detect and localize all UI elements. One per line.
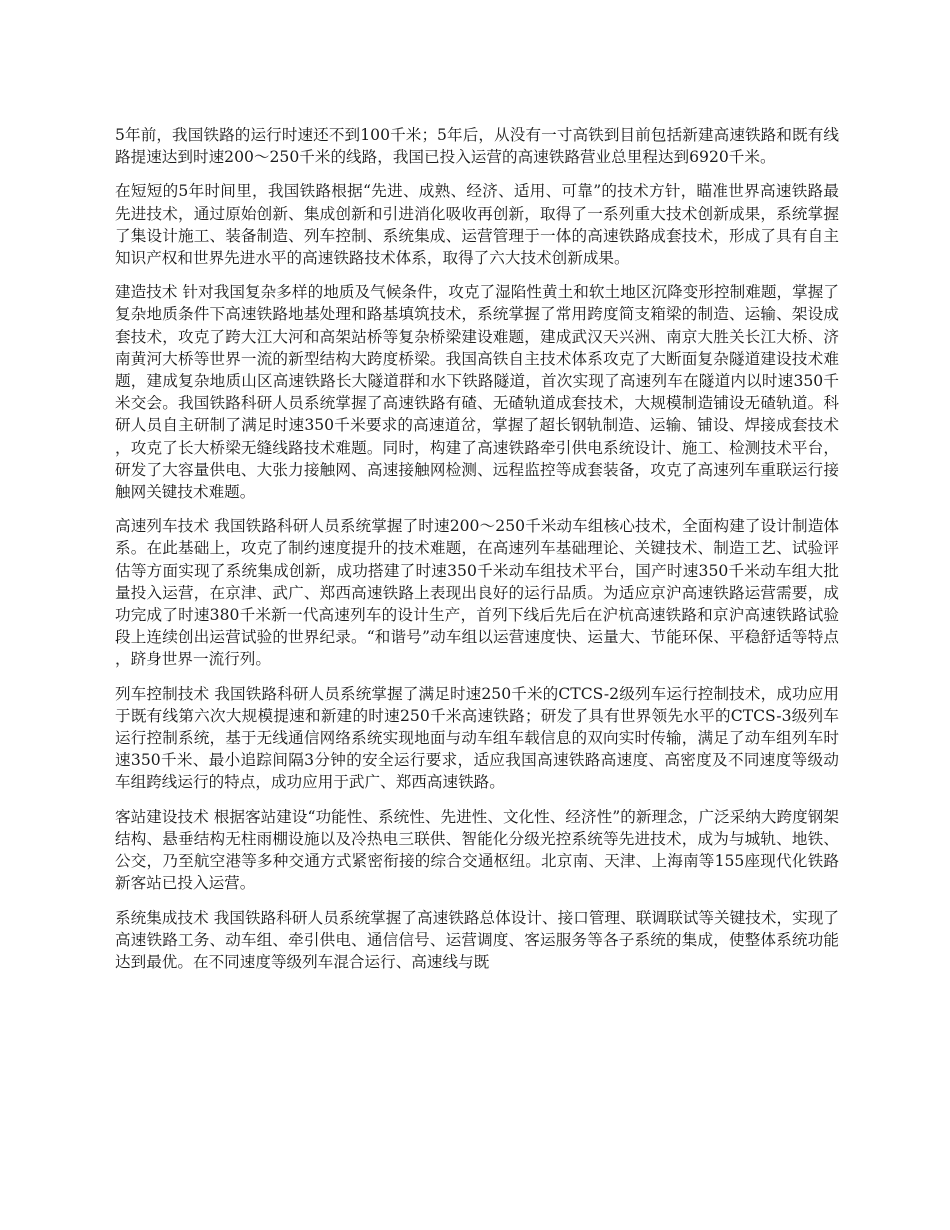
paragraph-integration: 系统集成技术 我国铁路科研人员系统掌握了高速铁路总体设计、接口管理、联调联试等关键技术，实现了高速铁路工务、动车组、牵引供电、通信信号、运营调度、客运服务等各子系统的集成，使整体系统功能达到最优。在不同速度等级列车混合运行、高速线与既 [115,908,839,971]
paragraph-control: 列车控制技术 我国铁路科研人员系统掌握了满足时速250千米的CTCS-2级列车运行控制技术，成功应用于既有线第六次大规模提速和新建的时速250千米高速铁路；研发了具有世界领先水平的CTCS-3级列车运行控制系统，基于无线通信网络系统实现地面与动车组车载信息的双向实时传输，满足了动车组列车时速350千米、最小追踪间隔3分钟的安全运行要求，适应我国高速铁路高速度、高密度及不同速度等级动车组跨线运行的特点，成功应用于武广、郑西高速铁路。 [115,684,839,792]
paragraph-station: 客站建设技术 根据客站建设“功能性、系统性、先进性、文化性、经济性”的新理念，广泛采纳大跨度钢架结构、悬垂结构无柱雨棚设施以及冷热电三联供、智能化分级光控系统等先进技术，成为与城轨、地铁、公交，乃至航空港等多种交通方式紧密衔接的综合交通枢纽。北京南、天津、上海南等155座现代化铁路新客站已投入运营。 [115,807,839,893]
paragraph-overview: 在短短的5年时间里，我国铁路根据“先进、成熟、经济、适用、可靠”的技术方针，瞄准世界高速铁路最先进技术，通过原始创新、集成创新和引进消化吸收再创新，取得了一系列重大技术创新成果，系统掌握了集设计施工、装备制造、列车控制、系统集成、运营管理于一体的高速铁路成套技术，形成了具有自主知识产权和世界先进水平的高速铁路技术体系，取得了六大技术创新成果。 [115,182,839,268]
paragraph-intro: 5年前，我国铁路的运行时速还不到100千米；5年后，从没有一寸高铁到目前包括新建高速铁路和既有线路提速达到时速200～250千米的线路，我国已投入运营的高速铁路营业总里程达到6920千米。 [115,126,839,167]
document-body [115,124,839,985]
paragraph-train: 高速列车技术 我国铁路科研人员系统掌握了时速200～250千米动车组核心技术，全面构建了设计制造体系。在此基础上，攻克了制约速度提升的技术难题，在高速列车基础理论、关键技术、制造工艺、试验评估等方面实现了系统集成创新，成功搭建了时速350千米动车组技术平台，国产时速350千米动车组大批量投入运营，在京津、武广、郑西高速铁路上表现出良好的运行品质。为适应京沪高速铁路运营需要，成功完成了时速380千米新一代高速列车的设计生产，首列下线后先后在沪杭高速铁路和京沪高速铁路试验段上连续创出运营试验的世界纪录。“和谐号”动车组以运营速度快、运量大、节能环保、平稳舒适等特点，跻身世界一流行列。 [115,517,839,669]
paragraph-construction: 建造技术 针对我国复杂多样的地质及气候条件，攻克了湿陷性黄土和软土地区沉降变形控制难题，掌握了复杂地质条件下高速铁路地基处理和路基填筑技术，系统掌握了常用跨度简支箱梁的制造、运输、架设成套技术，攻克了跨大江大河和高架站桥等复杂桥梁建设难题，建成武汉天兴洲、南京大胜关长江大桥、济南黄河大桥等世界一流的新型结构大跨度桥梁。我国高铁自主技术体系攻克了大断面复杂隧道建设技术难题，建成复杂地质山区高速铁路长大隧道群和水下铁路隧道，首次实现了高速列车在隧道内以时速350千米交会。我国铁路科研人员系统掌握了高速铁路有碴、无碴轨道成套技术，大规模制造铺设无碴轨道。科研人员自主研制了满足时速350千米要求的高速道岔，掌握了超长钢轨制造、运输、铺设、焊接成套技术，攻克了长大桥梁无缝线路技术难题。同时，构建了高速铁路牵引供电系统设计、施工、检测技术平台，研发了大容量供电、大张力接触网、高速接触网检测、远程监控等成套装备，攻克了高速列车重联运行接触网关键技术难题。 [115,283,839,502]
